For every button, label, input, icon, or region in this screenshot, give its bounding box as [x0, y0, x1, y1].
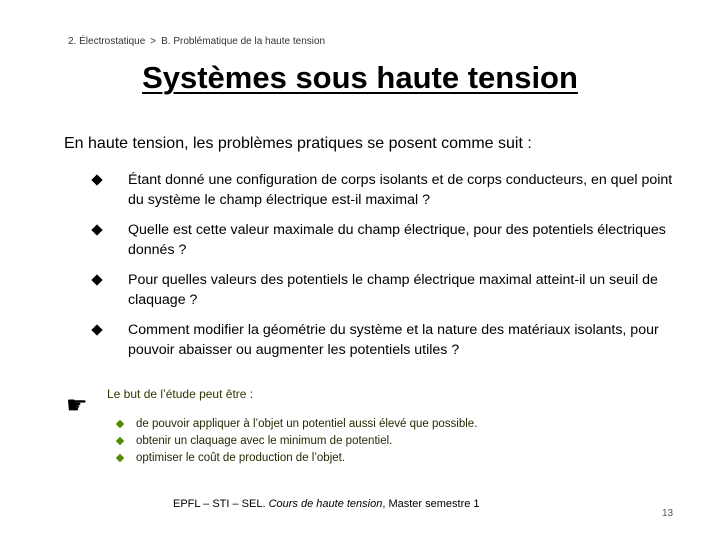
diamond-bullet-icon — [91, 224, 102, 235]
footer — [173, 498, 480, 510]
questions-list — [92, 170, 682, 370]
breadcrumb-section: 2. Électrostatique — [68, 36, 146, 47]
green-diamond-bullet-icon — [116, 420, 124, 428]
question-item — [92, 320, 682, 360]
diamond-bullet-icon — [91, 174, 102, 185]
page-number: 13 — [662, 508, 674, 519]
goal-text: obtenir un claquage avec le minimum de potentiel. — [136, 435, 393, 447]
diamond-bullet-icon — [91, 274, 102, 285]
pointing-hand-icon: ☛ — [66, 391, 88, 419]
footer-course: Cours de haute tension — [268, 498, 383, 510]
goals-list — [116, 416, 636, 467]
goal-text: de pouvoir appliquer à l’objet un potentiel aussi élevé que possible. — [136, 418, 478, 430]
question-item — [92, 170, 682, 210]
goal-heading: Le but de l’étude peut être : — [107, 387, 254, 401]
intro-text: En haute tension, les problèmes pratiques se posent comme suit : — [64, 135, 532, 152]
green-diamond-bullet-icon — [116, 437, 124, 445]
question-item — [92, 220, 682, 260]
breadcrumb-separator: > — [150, 36, 157, 47]
footer-prefix: EPFL – STI – SEL. — [173, 498, 266, 510]
question-text: Quelle est cette valeur maximale du champ électrique, pour des potentiels électriques donnés ? — [128, 222, 666, 258]
slide-title: Systèmes sous haute tension — [142, 60, 578, 95]
goal-item — [116, 450, 636, 467]
breadcrumb-subsection: B. Problématique de la haute tension — [161, 36, 326, 47]
goal-item — [116, 433, 636, 450]
goal-text: optimiser le coût de production de l’objet. — [136, 452, 346, 464]
breadcrumb — [68, 36, 325, 47]
green-diamond-bullet-icon — [116, 454, 124, 462]
question-item — [92, 270, 682, 310]
diamond-bullet-icon — [91, 324, 102, 335]
goal-item — [116, 416, 636, 433]
question-text: Étant donné une configuration de corps isolants et de corps conducteurs, en quel point du système le champ électrique est-il maximal ? — [128, 172, 673, 208]
question-text: Comment modifier la géométrie du système et la nature des matériaux isolants, pour pouvoir abaisser ou augmenter les potentiels utiles ? — [128, 322, 659, 358]
footer-suffix: , Master semestre 1 — [382, 498, 480, 510]
question-text: Pour quelles valeurs des potentiels le champ électrique maximal atteint-il un seuil de claquage ? — [128, 272, 658, 308]
